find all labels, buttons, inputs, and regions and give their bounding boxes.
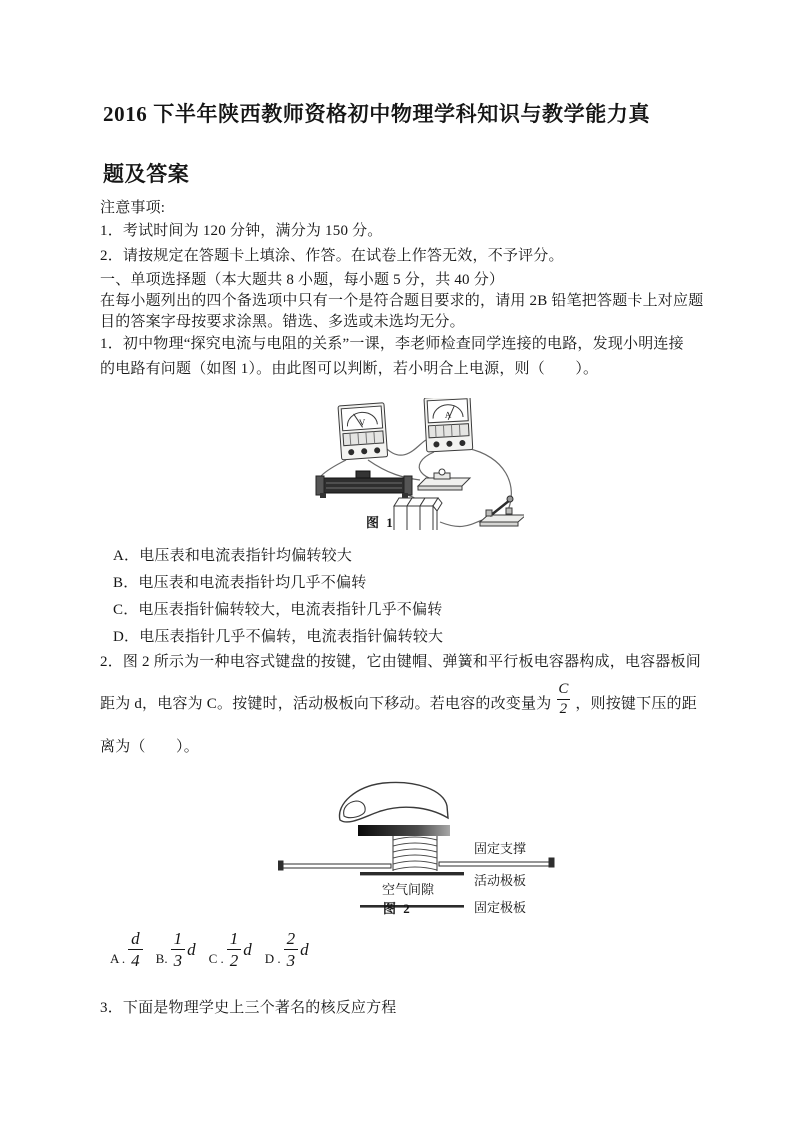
q2-option-c-denominator: 2 bbox=[227, 949, 242, 969]
q1-stem-line1: 1．初中物理“探究电流与电阻的关系”一课，李老师检查同学连接的电路，发现小明连接 bbox=[100, 336, 684, 352]
q2-option-a-fraction bbox=[128, 930, 143, 969]
ammeter bbox=[424, 398, 473, 452]
q2-option-d-suffix: d bbox=[300, 940, 309, 959]
q2-stem-line2 bbox=[100, 682, 697, 719]
q2-option-b-numerator: 1 bbox=[173, 929, 183, 948]
notice-item-1: 1．考试时间为 120 分钟，满分为 150 分。 bbox=[100, 223, 383, 239]
q2-stem-line3: 离为（ ）。 bbox=[100, 739, 199, 755]
q2-stem-line1: 2．图 2 所示为一种电容式键盘的按键，它由键帽、弹簧和平行板电容器构成，电容器板间 bbox=[100, 654, 701, 670]
notice-heading: 注意事项: bbox=[100, 200, 166, 216]
document-title-line2: 题及答案 bbox=[103, 162, 190, 186]
q1-option-c: C．电压表指针偏转较大，电流表指针几乎不偏转 bbox=[113, 602, 443, 618]
fraction-numerator: C bbox=[558, 681, 569, 697]
q2-stem-line2-after: ，则按键下压的距 bbox=[571, 696, 697, 712]
q1-option-d: D．电压表指针几乎不偏转，电流表指针偏转较大 bbox=[113, 629, 444, 645]
q2-options-row bbox=[110, 930, 309, 969]
q2-option-b-denominator: 3 bbox=[171, 949, 186, 969]
fixed-plate bbox=[360, 905, 464, 908]
section-instruction-line1: 在每小题列出的四个备选项中只有一个是符合题目要求的，请用 2B 铅笔把答题卡上对应题 bbox=[100, 293, 704, 309]
q2-option-d-fraction bbox=[284, 930, 299, 969]
q2-stem-line2-before: 距为 d，电容为 C。按键时，活动极板向下移动。若电容的改变量为 bbox=[100, 696, 556, 712]
voltmeter-label: V bbox=[358, 417, 366, 428]
figure-2-caption: 图 2 bbox=[383, 901, 412, 916]
q2-option-d-denominator: 3 bbox=[284, 949, 299, 969]
label-air-gap: 空气间隙 bbox=[382, 882, 435, 897]
q2-option-c-suffix: d bbox=[243, 940, 252, 959]
section-heading: 一、单项选择题（本大题共 8 小题，每小题 5 分，共 40 分） bbox=[100, 272, 505, 288]
movable-plate bbox=[360, 872, 464, 875]
q1-option-b: B．电压表和电流表指针均几乎不偏转 bbox=[113, 575, 367, 591]
q1-stem-line2: 的电路有问题（如图 1）。由此图可以判断，若小明合上电源，则（ ）。 bbox=[100, 361, 599, 377]
fixed-support bbox=[278, 858, 554, 870]
q2-option-a-letter: A . bbox=[110, 951, 126, 966]
label-fixed-support: 固定支撑 bbox=[474, 841, 527, 856]
label-fixed-plate: 固定极板 bbox=[474, 900, 527, 914]
figure-1-circuit-diagram bbox=[292, 380, 524, 553]
q2-option-a-numerator: d bbox=[131, 929, 140, 948]
figure-1-caption: 图 1 bbox=[366, 515, 395, 530]
q2-capacitance-fraction bbox=[555, 682, 571, 719]
section-instruction-line2: 目的答案字母按要求涂黑。错选、多选或未选均无分。 bbox=[100, 314, 465, 330]
q2-option-a-denominator: 4 bbox=[128, 949, 143, 969]
switch bbox=[480, 496, 524, 526]
label-movable-plate: 活动极板 bbox=[474, 873, 527, 888]
q2-option-c-fraction bbox=[227, 930, 242, 969]
q2-option-b-suffix: d bbox=[187, 940, 196, 959]
voltmeter bbox=[338, 403, 388, 460]
finger-icon bbox=[339, 782, 448, 822]
key-cap bbox=[358, 825, 450, 836]
q2-option-c-letter: C . bbox=[208, 951, 224, 966]
q2-option-d-letter: D . bbox=[264, 951, 281, 966]
spring bbox=[393, 836, 437, 871]
capacitive-key-illustration bbox=[278, 774, 556, 914]
q1-option-a: A．电压表和电流表指针均偏转较大 bbox=[113, 548, 353, 564]
fraction-denominator: 2 bbox=[557, 699, 571, 717]
q2-option-c-numerator: 1 bbox=[229, 929, 239, 948]
lamp bbox=[418, 469, 470, 490]
q2-option-b-letter: B. bbox=[155, 951, 168, 966]
q2-option-d-numerator: 2 bbox=[286, 929, 296, 948]
notice-item-2: 2．请按规定在答题卡上填涂、作答。在试卷上作答无效，不予评分。 bbox=[100, 248, 564, 264]
document-title-line1: 2016 下半年陕西教师资格初中物理学科知识与教学能力真 bbox=[103, 102, 651, 126]
circuit-experiment-illustration bbox=[308, 398, 524, 530]
ammeter-label: A bbox=[444, 409, 452, 420]
q3-stem: 3．下面是物理学史上三个著名的核反应方程 bbox=[100, 1000, 397, 1016]
q2-option-b-fraction bbox=[171, 930, 186, 969]
battery-pack bbox=[394, 498, 442, 530]
